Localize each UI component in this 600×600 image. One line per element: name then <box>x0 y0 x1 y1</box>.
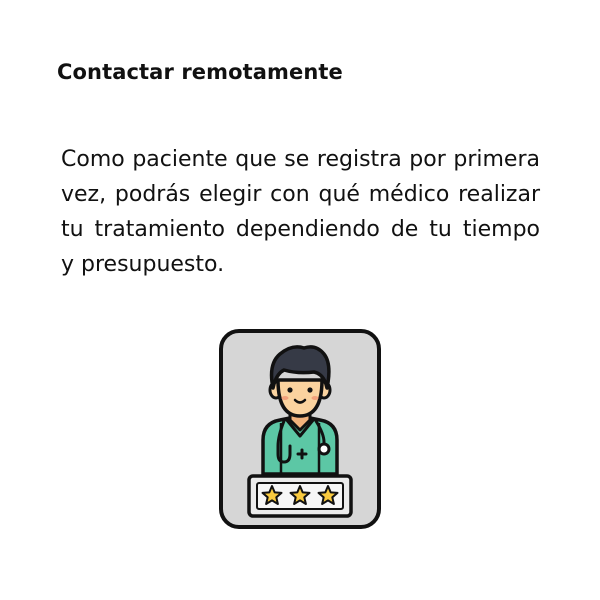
page-title: Contactar remotamente <box>57 60 343 84</box>
description-paragraph: Como paciente que se registra por primera vez, podrás elegir con qué médico realizar tu tratamiento dependiendo de tu tiempo y presupuesto. <box>61 147 540 277</box>
rating-panel <box>249 476 351 516</box>
doctor-rating-icon <box>218 328 382 530</box>
doctor-rating-illustration <box>218 328 382 530</box>
